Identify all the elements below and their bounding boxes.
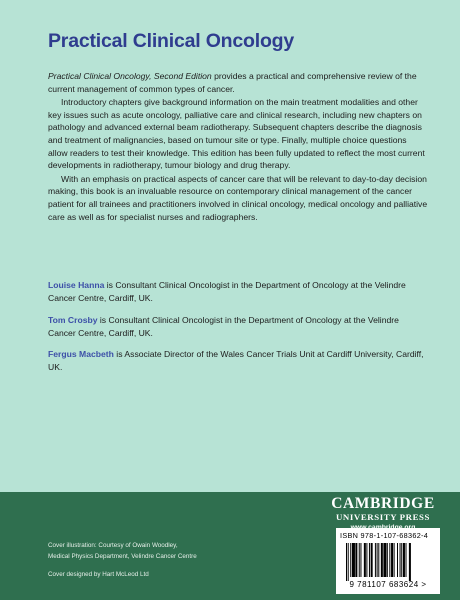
author-name: Tom Crosby — [48, 315, 98, 325]
barcode-icon — [346, 543, 430, 581]
isbn-label: ISBN 978-1-107-68362-4 — [340, 531, 429, 540]
author-bio-3 — [48, 348, 428, 373]
barcode-digits: 9 781107 683624 > — [349, 580, 427, 589]
cover-illustration-credit — [48, 541, 197, 562]
edition-title-italic: Practical Clinical Oncology, Second Edition — [48, 71, 212, 81]
author-bio-text: is Consultant Clinical Oncologist in the Department of Oncology at the Velindre Cancer Centre, Cardiff, UK. — [48, 280, 406, 303]
author-bio-text: is Associate Director of the Wales Cancer Trials Unit at Cardiff University, Cardiff, UK. — [48, 349, 424, 372]
illustration-credit-line-1: Cover illustration: Courtesy of Owain Woodley, — [48, 542, 178, 549]
illustration-credit-line-2: Medical Physics Department, Velindre Cancer Centre — [48, 552, 197, 560]
author-bio-2 — [48, 314, 428, 339]
author-name: Fergus Macbeth — [48, 349, 114, 359]
author-bio-text: is Consultant Clinical Oncologist in the Department of Oncology at the Velindre Cancer Centre, Cardiff, UK. — [48, 315, 399, 338]
publisher-name-line-1: CAMBRIDGE — [331, 495, 435, 512]
description-paragraph-1 — [48, 70, 428, 95]
author-name: Louise Hanna — [48, 280, 105, 290]
isbn-barcode-box — [336, 528, 440, 594]
description-paragraph-3: With an emphasis on practical aspects of cancer care that will be relevant to day-to-day decision making, this book is an invaluable resource on contemporary clinical management of the cancer patient for all trainees and practitioners involved in clinical oncology, medical oncology and palliative care as well as for specialist nurses and radiographers. — [48, 173, 428, 222]
cover-design-credit: Cover designed by Hart McLeod Ltd — [48, 571, 149, 578]
book-title: Practical Clinical Oncology — [48, 30, 295, 52]
publisher-name-line-2: UNIVERSITY PRESS — [335, 512, 431, 522]
author-bio-1 — [48, 279, 428, 304]
description-p1-text: provides a practical and comprehensive review of the current management of common types of cancer. — [48, 71, 417, 94]
description-paragraph-2: Introductory chapters give background information on the main treatment modalities and other key issues such as acute oncology, palliative care and clinical research, including new chapters on pathology and advanced external beam radiotherapy. Subsequent chapters describe the diagnosis and treatment of malignancies, based on tumour site or type. Finally, multiple choice questions allow readers to test their knowledge. This edition has been fully updated to reflect the most current developments in radiotherapy, tumour biology and drug therapy. — [48, 97, 425, 171]
description-block — [48, 70, 428, 223]
